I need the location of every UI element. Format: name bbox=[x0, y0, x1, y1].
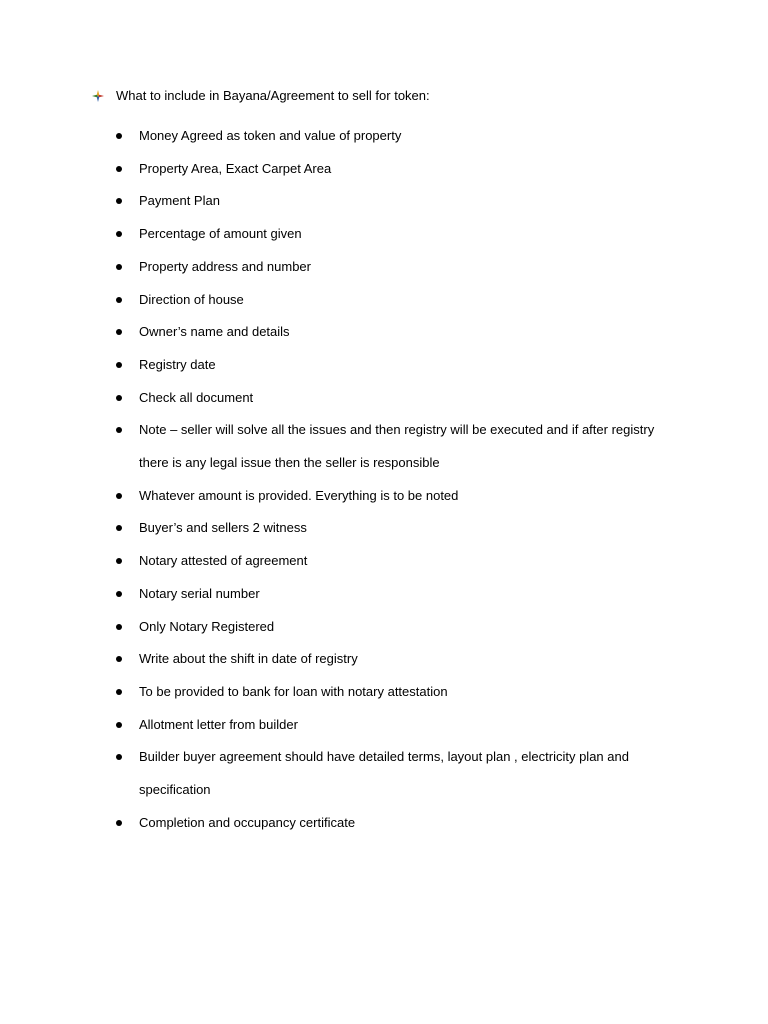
bullet-list bbox=[113, 120, 673, 839]
list-item bbox=[113, 251, 673, 284]
list-item-text: Allotment letter from builder bbox=[139, 716, 298, 732]
bullet-dot-icon bbox=[116, 722, 122, 728]
list-item bbox=[113, 545, 673, 578]
list-item-text: Notary attested of agreement bbox=[139, 553, 308, 569]
list-item-text: Payment Plan bbox=[139, 193, 220, 209]
bullet-dot-icon bbox=[116, 656, 122, 662]
list-item-text: Notary serial number bbox=[139, 585, 260, 601]
list-item-text: Registry date bbox=[139, 356, 216, 372]
bullet-dot-icon bbox=[116, 264, 122, 270]
list-item bbox=[113, 349, 673, 382]
list-item bbox=[113, 382, 673, 415]
list-item bbox=[113, 512, 673, 545]
list-item bbox=[113, 578, 673, 611]
list-item-text: Check all document bbox=[139, 389, 254, 405]
list-item bbox=[113, 120, 673, 153]
list-item bbox=[113, 185, 673, 218]
list-item bbox=[113, 284, 673, 317]
list-item bbox=[113, 611, 673, 644]
list-item bbox=[113, 414, 673, 479]
list-item-text: Buyer’s and sellers 2 witness bbox=[139, 520, 307, 536]
list-item bbox=[113, 153, 673, 186]
list-item-text: Builder buyer agreement should have detailed terms, layout plan , electricity plan and specification bbox=[139, 749, 629, 798]
list-item bbox=[113, 480, 673, 513]
bullet-dot-icon bbox=[116, 166, 122, 172]
list-item bbox=[113, 643, 673, 676]
list-item-text: Property address and number bbox=[139, 258, 311, 274]
list-item-text: Only Notary Registered bbox=[139, 618, 275, 634]
bullet-dot-icon bbox=[116, 525, 122, 531]
list-item-text: Note – seller will solve all the issues and then registry will be executed and if after registry there is any legal issue then the seller is responsible bbox=[139, 422, 655, 471]
list-item-text: Write about the shift in date of registry bbox=[139, 651, 358, 667]
list-item bbox=[113, 741, 673, 806]
bullet-dot-icon bbox=[116, 591, 122, 597]
bullet-dot-icon bbox=[116, 493, 122, 499]
heading-text: What to include in Bayana/Agreement to sell for token: bbox=[116, 88, 430, 103]
bullet-dot-icon bbox=[116, 329, 122, 335]
list-item bbox=[113, 316, 673, 349]
bullet-dot-icon bbox=[116, 133, 122, 139]
bullet-dot-icon bbox=[116, 297, 122, 303]
list-item bbox=[113, 676, 673, 709]
list-item-text: Direction of house bbox=[139, 291, 244, 307]
list-item bbox=[113, 807, 673, 840]
bullet-dot-icon bbox=[116, 427, 122, 433]
bullet-dot-icon bbox=[116, 689, 122, 695]
list-item bbox=[113, 218, 673, 251]
list-item-text: To be provided to bank for loan with notary attestation bbox=[139, 683, 448, 699]
bullet-dot-icon bbox=[116, 754, 122, 760]
bullet-dot-icon bbox=[116, 198, 122, 204]
bullet-dot-icon bbox=[116, 231, 122, 237]
list-item-text: Completion and occupancy certificate bbox=[139, 814, 356, 830]
list-item-text: Property Area, Exact Carpet Area bbox=[139, 160, 332, 176]
four-point-star-bullet-icon bbox=[91, 89, 105, 103]
heading-line bbox=[91, 86, 430, 106]
bullet-dot-icon bbox=[116, 362, 122, 368]
list-item-text: Money Agreed as token and value of property bbox=[139, 128, 402, 143]
bullet-dot-icon bbox=[116, 395, 122, 401]
bullet-dot-icon bbox=[116, 624, 122, 630]
list-item-text: Whatever amount is provided. Everything is to be noted bbox=[139, 487, 459, 503]
list-item-text: Percentage of amount given bbox=[139, 226, 302, 242]
bullet-dot-icon bbox=[116, 558, 122, 564]
bullet-dot-icon bbox=[116, 820, 122, 826]
list-item bbox=[113, 709, 673, 742]
list-item-text: Owner’s name and details bbox=[139, 324, 290, 340]
